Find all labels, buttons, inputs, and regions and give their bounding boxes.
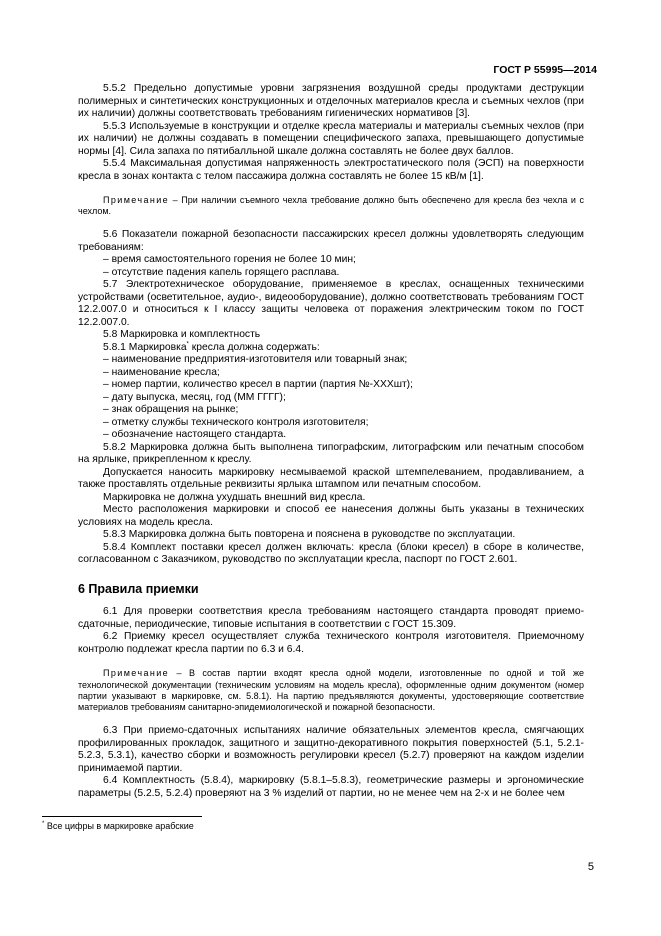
- list-item: – время самостоятельного горения не более 10 мин;: [103, 254, 356, 266]
- list-item: – номер партии, количество кресел в партии (партия №-XXXшт);: [103, 379, 413, 391]
- paragraph-5-5-2: 5.5.2 Предельно допустимые уровни загрязнения воздушной среды продуктами деструкции полимерных и синтетических конструкционных и отделочных материалов кресла и съемных чехлов (при их наличии) должны соответствовать требованиям гигиенических нормативов [3].: [78, 83, 584, 119]
- note-text: – При наличии съемного чехла требование должно быть обеспечено для кресла без чехла и с чехлом.: [78, 195, 584, 217]
- footnote-ref: *: [186, 341, 189, 348]
- note-text: – В состав партии входят кресла одной модели, изготовленные по одной и той же технологической документации (техническим условиям на модель кресла), оформленные одним документом (номер партии указывают в маркировке, см. 5.8.1). На партию предъявляются документы, удостоверяющие соответствие материалов требованиям санитарно-эпидемиологической и пожарной безопасности.: [78, 668, 584, 713]
- paragraph-5-7: 5.7 Электротехническое оборудование, применяемое в креслах, оснащенных техническими устройствами (осветительное, аудио-, видеооборудование), должно соответствовать требованиям ГОСТ 12.2.007.0 и относиться к I классу защиты человека от поражения электрическим током по ГОСТ 12.2.007.0.: [78, 279, 584, 328]
- paragraph-text: кресла должна содержать:: [188, 341, 320, 353]
- paragraph-6-2: 6.2 Приемку кресел осуществляет служба технического контроля изготовителя. Приемочному контролю подлежат кресла партии по 6.3 и 6.4.: [78, 631, 584, 655]
- paragraph-5-8-1: [78, 342, 584, 355]
- list-item: – обозначение настоящего стандарта.: [103, 429, 287, 441]
- footnote-divider: [42, 816, 202, 817]
- document-header: ГОСТ Р 55995—2014: [493, 64, 597, 76]
- paragraph-5-8-2-c: Маркировка не должна ухудшать внешний вид кресла.: [103, 491, 366, 503]
- note-5-5-4: [78, 195, 584, 217]
- paragraph-6-3: 6.3 При приемо-сдаточных испытаниях наличие обязательных элементов кресла, смягчающих профилированных прокладок, защитного и защитно-декоративного покрытия поверхностей (5.1, 5.2.1-5.2.3, 5.3.1), качество сборки и возможность регулировки кресел (5.2.7) проверяют на каждом изделии принимаемой партии.: [78, 725, 584, 774]
- list-item: – наименование предприятия-изготовителя или товарный знак;: [103, 354, 408, 366]
- paragraph-5-5-3: 5.5.3 Используемые в конструкции и отделке кресла материалы и материалы съемных чехлов (при их наличии) не должны создавать в помещении специфического запаха, превышающего допустимые нормы [4]. Сила запаха по пятибалльной шкале должна составлять не более двух баллов.: [78, 120, 584, 157]
- paragraph-6-4: 6.4 Комплектность (5.8.4), маркировку (5.8.1–5.8.3), геометрические размеры и эргономические параметры (5.2.5, 5.2.4) проверяют на 3 % изделий от партии, но не менее чем на 2-х и не более чем: [78, 775, 584, 799]
- paragraph-5-6: 5.6 Показатели пожарной безопасности пассажирских кресел должны удовлетворять следующим требованиям:: [78, 229, 584, 253]
- paragraph-5-8-2-d: Место расположения маркировки и способ ее нанесения должны быть указаны в технических условиях на модель кресла.: [78, 504, 584, 528]
- paragraph-5-8-2-b: Допускается наносить маркировку несмываемой краской штемпелеванием, продавливанием, а также проставлять отдельные реквизиты ярлыка штампом или печатным способом.: [78, 466, 584, 491]
- note-label: Примечание: [103, 668, 170, 679]
- paragraph-5-8: 5.8 Маркировка и комплектность: [103, 329, 261, 341]
- list-item: – знак обращения на рынке;: [103, 404, 239, 416]
- note-6-2: [78, 668, 584, 713]
- footnote-marker: *: [42, 821, 45, 827]
- paragraph-6-1: 6.1 Для проверки соответствия кресла требованиям настоящего стандарта проводят приемо-сдаточные, периодические, типовые испытания в соответствии с ГОСТ 15.309.: [78, 606, 584, 630]
- paragraph-5-5-4: 5.5.4 Максимальная допустимая напряженность электростатического поля (ЭСП) на поверхности кресла в зонах контакта с телом пассажира должна составлять не более 15 кВ/м [1].: [78, 158, 584, 182]
- note-label: Примечание: [103, 195, 170, 205]
- section-title: 6 Правила приемки: [78, 581, 199, 596]
- list-item: – отсутствие падения капель горящего расплава.: [103, 266, 340, 278]
- page-number: 5: [587, 861, 594, 873]
- list-item: – наименование кресла;: [103, 366, 220, 378]
- paragraph-5-8-2: 5.8.2 Маркировка должна быть выполнена типографским, литографским или печатным способом на ярлыке, прикрепленном к креслу.: [78, 441, 584, 466]
- footnote: [42, 821, 194, 831]
- document-body: [78, 83, 584, 800]
- list-item: – отметку службы технического контроля изготовителя;: [103, 416, 369, 428]
- footnote-text: Все цифры в маркировке арабские: [44, 821, 194, 831]
- list-item: – дату выпуска, месяц, год (ММ ГГГГ);: [103, 391, 286, 403]
- paragraph-5-8-3: 5.8.3 Маркировка должна быть повторена и пояснена в руководстве по эксплуатации.: [103, 529, 516, 541]
- paragraph-5-8-4: 5.8.4 Комплект поставки кресел должен включать: кресла (блоки кресел) в сборе в количестве, согласованном с Заказчиком, руководство по эксплуатации кресла, паспорт по ГОСТ 2.601.: [78, 541, 584, 566]
- paragraph-text: 5.8.1 Маркировка: [103, 341, 187, 353]
